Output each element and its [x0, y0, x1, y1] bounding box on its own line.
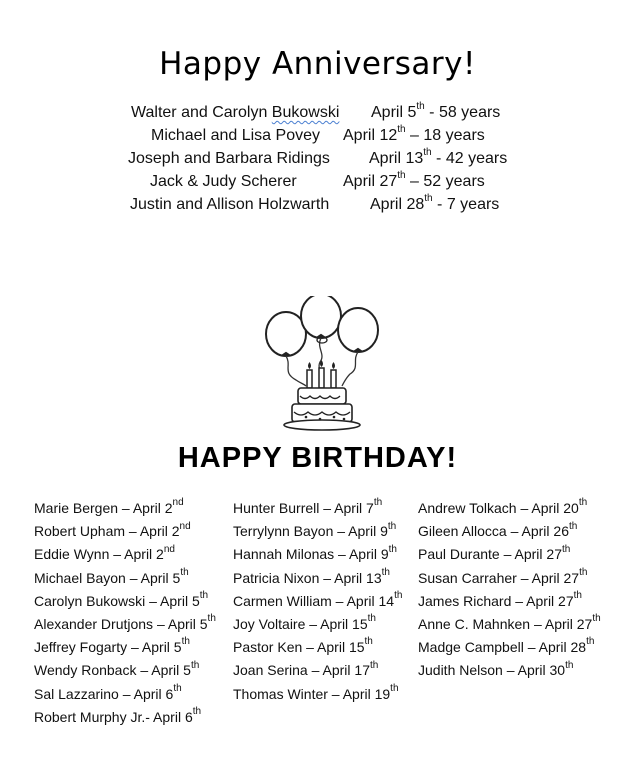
couple-names: Walter and Carolyn Bukowski	[131, 104, 340, 121]
birthday-entry: Gileen Allocca – April 26th	[418, 520, 578, 540]
birthday-title: HAPPY BIRTHDAY!	[177, 442, 458, 474]
birthday-entry: Carolyn Bukowski – April 5th	[34, 590, 209, 609]
anniversary-date: April 12th – 18 years	[343, 123, 485, 144]
birthday-entry: Pastor Ken – April 15th	[233, 636, 373, 656]
anniversary-couple: Justin and Allison Holzwarth	[130, 196, 330, 213]
birthday-column-3	[418, 497, 601, 686]
anniversary-couple	[131, 104, 339, 122]
birthday-entry: Robert Murphy Jr.- April 6th	[34, 706, 202, 725]
birthday-entry: Robert Upham – April 2nd	[34, 520, 191, 540]
birthday-entry: Carmen William – April 14th	[233, 590, 403, 609]
anniversary-title: Happy Anniversary!	[159, 46, 476, 82]
birthday-entry: Hannah Milonas – April 9th	[233, 543, 397, 563]
birthday-entry: Madge Campbell – April 28th	[418, 636, 595, 656]
anniversary-date: April 13th - 42 years	[369, 146, 508, 167]
birthday-entry: Paul Durante – April 27th	[418, 543, 571, 563]
birthday-entry: Thomas Winter – April 19th	[233, 682, 399, 702]
birthday-entry: Wendy Ronback – April 5th	[34, 659, 200, 679]
birthday-entry: Anne C. Mahnken – April 27th	[418, 613, 601, 632]
birthday-entry: James Richard – April 27th	[418, 590, 582, 609]
birthday-entry: Patricia Nixon – April 13th	[233, 566, 390, 586]
birthday-entry: Michael Bayon – April 5th	[34, 566, 189, 586]
birthday-entry: Andrew Tolkach – April 20th	[418, 497, 588, 516]
balloons-cake-icon	[262, 296, 382, 436]
anniversary-date: April 5th - 58 years	[371, 100, 501, 121]
birthday-entry: Eddie Wynn – April 2nd	[34, 543, 175, 563]
birthday-entry: Joan Serina – April 17th	[233, 659, 379, 679]
birthday-entry: Alexander Drutjons – April 5th	[34, 613, 216, 632]
birthday-entry: Joy Voltaire – April 15th	[233, 613, 376, 632]
birthday-column-2	[233, 497, 403, 709]
birthday-entry: Judith Nelson – April 30th	[418, 659, 574, 679]
birthday-entry: Sal Lazzarino – April 6th	[34, 682, 182, 702]
birthday-entry: Susan Carraher – April 27th	[418, 566, 588, 586]
birthday-entry: Jeffrey Fogarty – April 5th	[34, 636, 190, 656]
anniversary-couple: Michael and Lisa Povey	[151, 127, 320, 144]
birthday-entry: Hunter Burrell – April 7th	[233, 497, 383, 516]
anniversary-couple: Jack & Judy Scherer	[150, 173, 297, 190]
birthday-entry: Terrylynn Bayon – April 9th	[233, 520, 397, 540]
anniversary-date: April 28th - 7 years	[370, 192, 500, 213]
anniversary-couple: Joseph and Barbara Ridings	[128, 150, 330, 167]
anniversary-date: April 27th – 52 years	[343, 169, 485, 190]
birthday-entry: Marie Bergen – April 2nd	[34, 497, 184, 516]
birthday-column-1	[34, 497, 216, 732]
